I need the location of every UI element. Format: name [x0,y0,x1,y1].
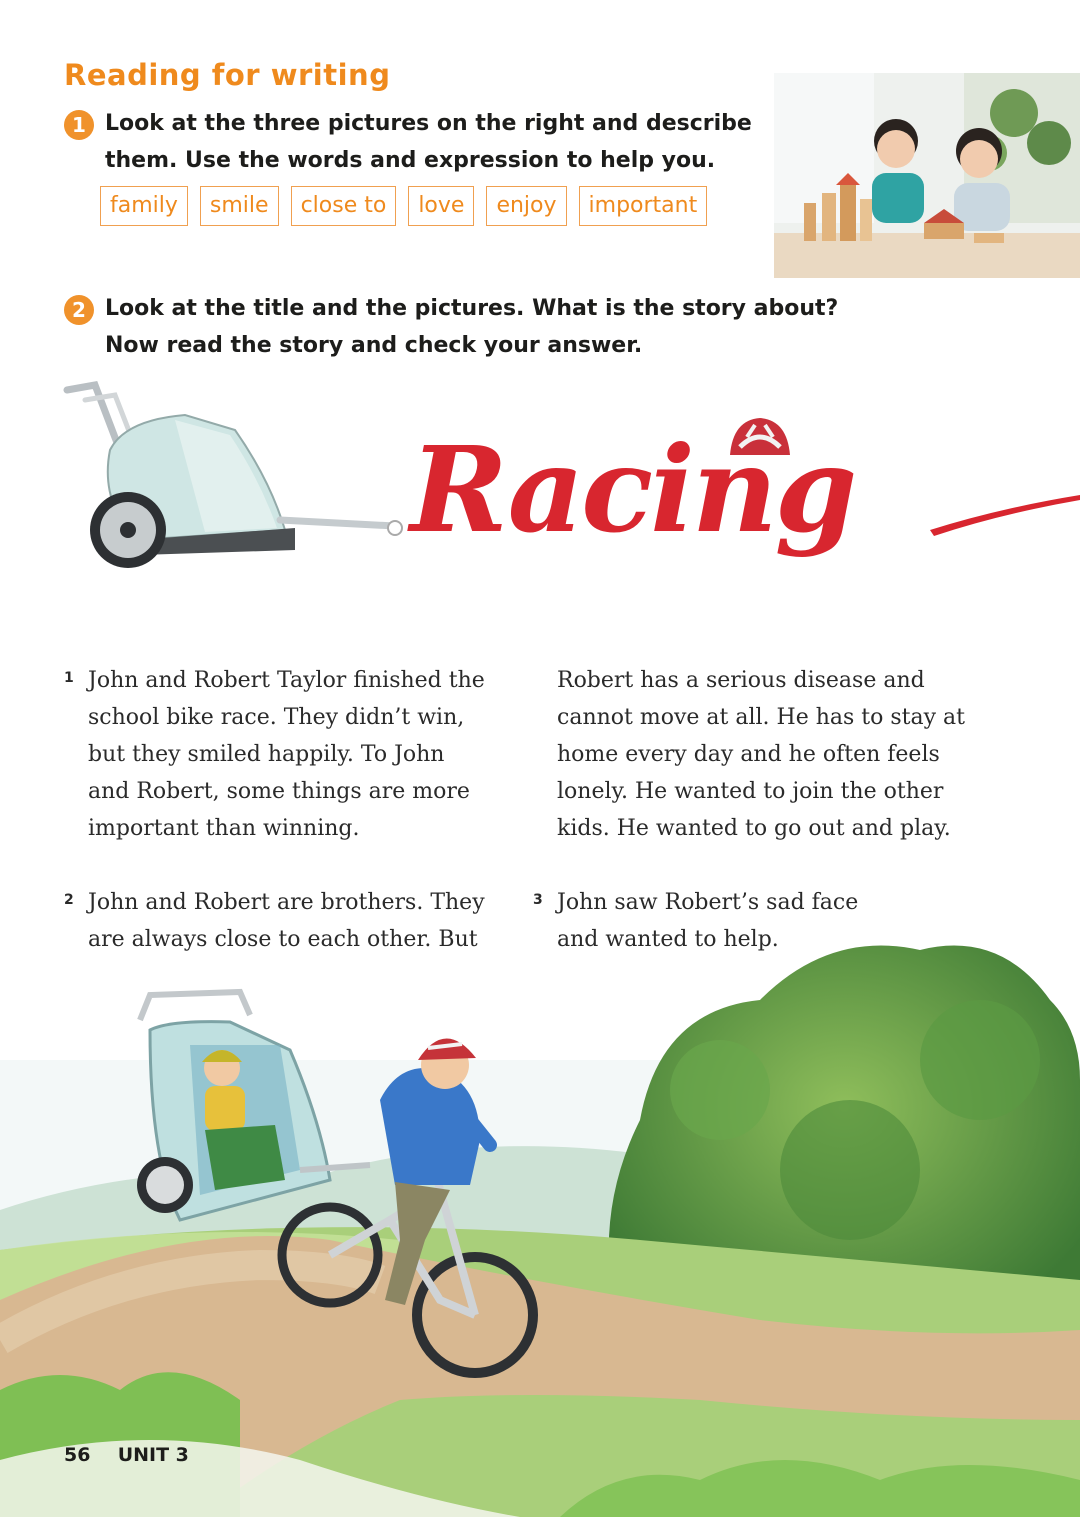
exercise-2-number: 2 [64,295,94,325]
story-line: Robert has a serious disease and [557,668,925,693]
illustration-brothers-biking [0,920,1080,1521]
story-line: John and Robert Taylor finished the [88,668,485,693]
story-line: are always close to each other. But [88,927,478,952]
story-line: lonely. He wanted to join the other [557,779,944,804]
bike-trailer-illustration [55,380,415,594]
exercise-1-instruction [105,105,752,179]
story-line: John saw Robert’s sad face [557,890,859,915]
exercise-1-number: 1 [64,110,94,140]
story-line: important than winning. [88,816,360,841]
story-line: and Robert, some things are more [88,779,470,804]
word-bank [100,186,707,226]
unit-label: UNIT 3 [117,1444,189,1466]
word-box: important [579,186,708,226]
story-line: but they smiled happily. To John [88,742,445,767]
story-line: John and Robert are brothers. They [88,890,485,915]
page-number: 56 [64,1444,91,1466]
paragraph-continued [557,662,965,847]
page-footer [64,1444,189,1466]
photo-boys-playing-blocks [774,73,1080,278]
story-line: cannot move at all. He has to stay at [557,705,965,730]
story-line: kids. He wanted to go out and play. [557,816,951,841]
exercise-1-line-1: Look at the three pictures on the right and describe [105,111,752,136]
exercise-1-line-2: them. Use the words and expression to help you. [105,148,716,173]
paragraph-number: 2 [64,892,74,908]
paragraph-number: 3 [533,892,543,908]
exercise-2-line-1: Look at the title and the pictures. What is the story about? [105,296,839,321]
section-title: Reading for writing [64,58,391,92]
exercise-2-instruction [105,290,838,364]
word-box: close to [291,186,397,226]
word-box: family [100,186,188,226]
word-box: smile [200,186,279,226]
paragraph-1 [88,662,485,847]
story-line: and wanted to help. [557,927,779,952]
exercise-2-line-2: Now read the story and check your answer. [105,333,643,358]
story-line: home every day and he often feels [557,742,940,767]
title-swoosh [930,490,1080,544]
story-title: Racing [410,420,855,559]
paragraph-number: 1 [64,670,74,686]
story-line: school bike race. They didn’t win, [88,705,465,730]
word-box: love [408,186,474,226]
word-box: enjoy [486,186,566,226]
